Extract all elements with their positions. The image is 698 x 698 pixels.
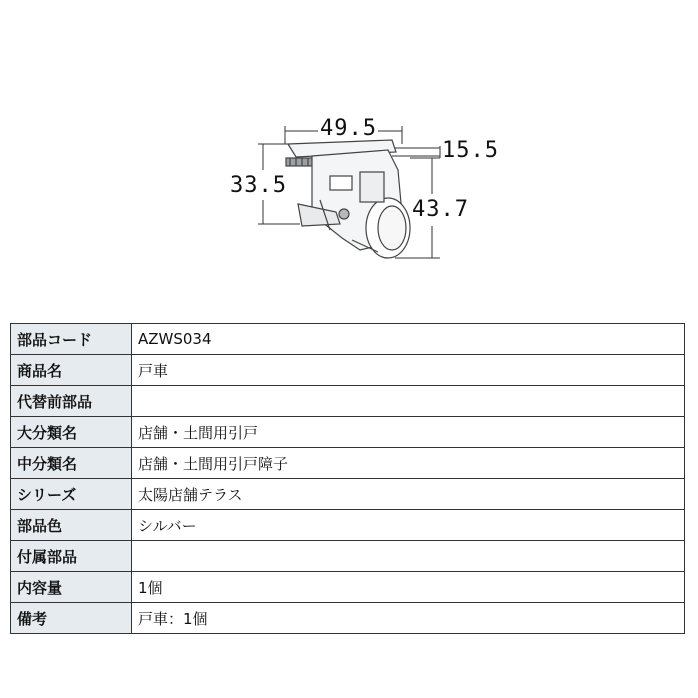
row-label: 付属部品: [11, 541, 132, 572]
row-label: 部品コード: [11, 324, 132, 355]
row-value: [132, 386, 685, 417]
dimension-height-left-label: 33.5: [230, 173, 287, 198]
table-row: [11, 355, 685, 386]
row-value: 1個: [132, 572, 685, 603]
row-label: 備考: [11, 603, 132, 634]
table-row: [11, 479, 685, 510]
table-row: [11, 603, 685, 634]
row-value: 太陽店舗テラス: [132, 479, 685, 510]
row-label: 部品色: [11, 510, 132, 541]
spec-table: [10, 323, 685, 634]
roller-body: [286, 140, 410, 258]
row-label: 代替前部品: [11, 386, 132, 417]
row-label: 中分類名: [11, 448, 132, 479]
row-label: 大分類名: [11, 417, 132, 448]
table-row: [11, 386, 685, 417]
row-value: [132, 541, 685, 572]
row-label: 商品名: [11, 355, 132, 386]
dimension-depth-label: 15.5: [442, 138, 499, 163]
door-roller-drawing: [0, 0, 698, 300]
row-label: シリーズ: [11, 479, 132, 510]
row-value: 店舗・土間用引戸障子: [132, 448, 685, 479]
table-row: [11, 510, 685, 541]
table-row: [11, 541, 685, 572]
row-value: 戸車: [132, 355, 685, 386]
spec-table-body: [11, 324, 685, 634]
row-value: シルバー: [132, 510, 685, 541]
row-value: AZWS034: [132, 324, 685, 355]
dimension-width-label: 49.5: [320, 116, 377, 141]
table-row: [11, 572, 685, 603]
table-row: [11, 448, 685, 479]
table-row: [11, 417, 685, 448]
table-row: [11, 324, 685, 355]
dimension-height-right-label: 43.7: [412, 197, 469, 222]
row-value: 店舗・土間用引戸: [132, 417, 685, 448]
row-value: 戸車：1個: [132, 603, 685, 634]
product-figure: [0, 0, 698, 300]
row-label: 内容量: [11, 572, 132, 603]
